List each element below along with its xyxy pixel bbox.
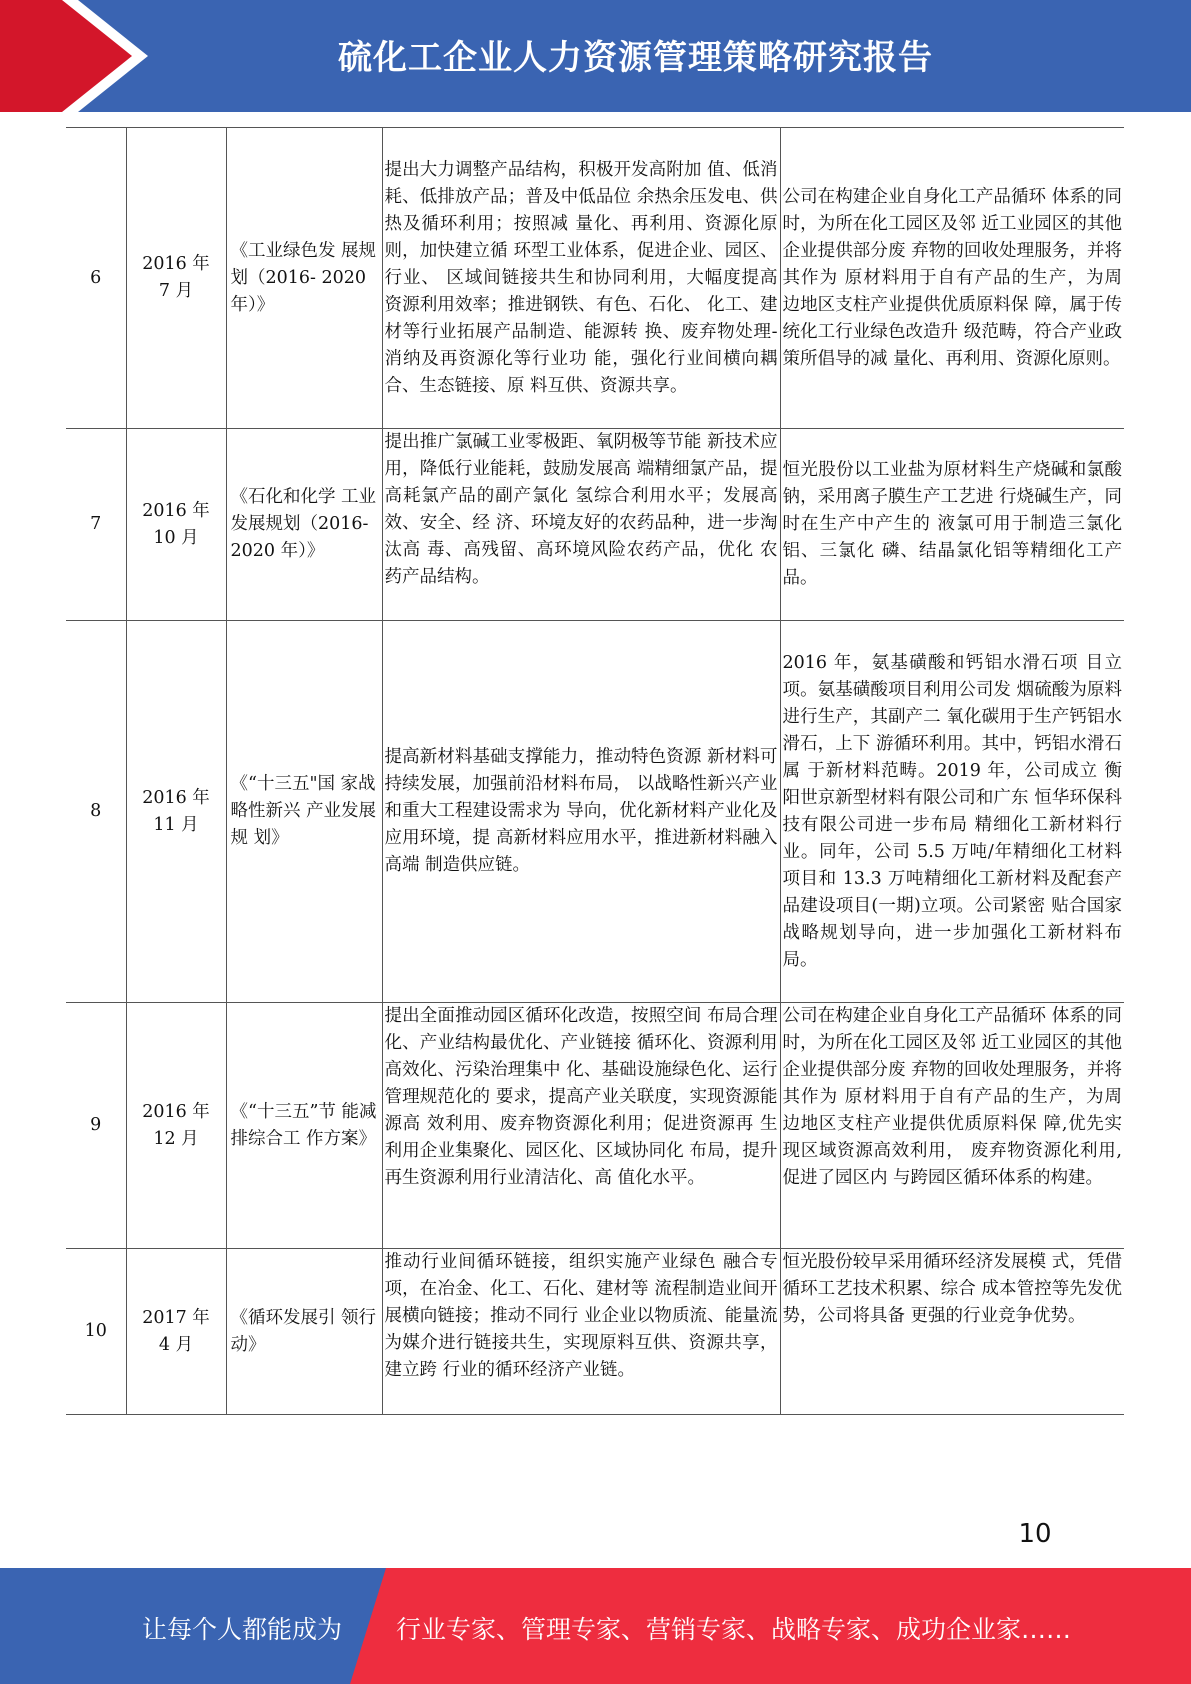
footer-slogan-right: 行业专家、管理专家、营销专家、战略专家、成功企业家……	[396, 1615, 1072, 1644]
company-fit: 恒光股份较早采用循环经济发展模 式，凭借循环工艺技术积累、综合 成本管控等先发优势，公司将具备 更强的行业竞争优势。	[780, 1249, 1124, 1415]
table-row	[66, 621, 1124, 1003]
plan-name: 《工业绿色发 展规划（2016- 2020年）》	[226, 128, 382, 429]
release-date	[126, 1003, 226, 1249]
plan-content: 提出推广氯碱工业零极距、氧阴极等节能 新技术应用，降低行业能耗，鼓励发展高 端精细氯产品，提高耗氯产品的副产氯化 氢综合利用水平；发展高效、安全、经 济、环境友好的农药品种，进一步淘汰高 毒、高残留、高环境风险农药产品，优化 农药产品结构。	[382, 429, 780, 621]
date-year: 2016 年	[142, 500, 210, 521]
date-year: 2016 年	[142, 254, 210, 274]
row-number: 8	[66, 621, 126, 1003]
row-number: 9	[66, 1003, 126, 1249]
plan-name: 《“十三五"国 家战略性新兴 产业发展规 划》	[226, 621, 382, 1003]
row-number: 10	[66, 1249, 126, 1415]
company-fit: 2016 年，氨基磺酸和钙铝水滑石项 目立项。氨基磺酸项目利用公司发 烟硫酸为原料进行生产，其副产二 氧化碳用于生产钙铝水滑石，上下 游循环利用。其中，钙铝水滑石属 于新材料范畴。2019 年，公司成立 衡阳世京新型材料有限公司和广东 恒华环保科技有限公司进一步布局 精细化工新材料行业。同年，公司 5.5 万吨/年精细化工材料项目和 13.3 万吨精细化工新材料及配套产 品建设项目(一期)立项。公司紧密 贴合国家战略规划导向，进一步加强化工新材料布局。	[780, 621, 1124, 1003]
date-month: 10 月	[153, 527, 199, 548]
plan-name: 《石化和化学 工业发展规划（2016-2020 年）》	[226, 429, 382, 621]
date-month: 4 月	[158, 1334, 194, 1355]
date-month: 12 月	[153, 1128, 199, 1149]
company-fit: 公司在构建企业自身化工产品循环 体系的同时，为所在化工园区及邻 近工业园区的其他企业提供部分废 弃物的回收处理服务，并将其作为 原材料用于自有产品的生产，为周 边地区支柱产业提供优质原料保 障,优先实现区域资源高效利用， 废弃物资源化利用,促进了园区内 与跨园区循环体系的构建。	[780, 1003, 1124, 1249]
date-month: 7 月	[158, 281, 194, 301]
row-number: 7	[66, 429, 126, 621]
date-year: 2016 年	[142, 1101, 210, 1122]
page-footer	[0, 1568, 1191, 1684]
plan-content: 提出大力调整产品结构，积极开发高附加 值、低消耗、低排放产品；普及中低品位 余热余压发电、供热及循环利用；按照减 量化、再利用、资源化原则，加快建立循 环型工业体系，促进企业、园区、行业、 区域间链接共生和协同利用，大幅度提高 资源利用效率；推进钢铁、有色、石化、 化工、建材等行业拓展产品制造、能源转 换、废弃物处理-消纳及再资源化等行业功 能，强化行业间横向耦合、生态链接、原 料互供、资源共享。	[382, 128, 780, 429]
table-row	[66, 429, 1124, 621]
company-fit: 恒光股份以工业盐为原材料生产烧碱和氯酸钠，采用离子膜生产工艺进 行烧碱生产，同时在生产中产生的 液氯可用于制造三氯化铝、三氯化 磷、结晶氯化铝等精细化工产品。	[780, 429, 1124, 621]
plan-name: 《循环发展引 领行动》	[226, 1249, 382, 1415]
date-year: 2017 年	[142, 1307, 210, 1328]
release-date	[126, 429, 226, 621]
date-year: 2016 年	[142, 787, 210, 808]
plan-content: 提出全面推动园区循环化改造，按照空间 布局合理化、产业结构最优化、产业链接 循环化、资源利用高效化、污染治理集中 化、基础设施绿色化、运行管理规范化的 要求，提高产业关联度，实现资源能源高 效利用、废弃物资源化利用；促进资源再 生利用企业集聚化、园区化、区域协同化 布局，提升再生资源利用行业清洁化、高 值化水平。	[382, 1003, 780, 1249]
report-title: 硫化工企业人力资源管理策略研究报告	[338, 38, 933, 78]
company-fit: 公司在构建企业自身化工产品循环 体系的同时，为所在化工园区及邻 近工业园区的其他企业提供部分废 弃物的回收处理服务，并将其作为 原材料用于自有产品的生产，为周 边地区支柱产业提供优质原料保 障，属于传统化工行业绿色改造升 级范畴，符合产业政策所倡导的减 量化、再利用、资源化原则。	[780, 128, 1124, 429]
table-row	[66, 1003, 1124, 1249]
release-date	[126, 621, 226, 1003]
release-date	[126, 1249, 226, 1415]
table-row	[66, 128, 1124, 429]
plan-content: 提高新材料基础支撑能力，推动特色资源 新材料可持续发展，加强前沿材料布局， 以战略性新兴产业和重大工程建设需求为 导向，优化新材料产业化及应用环境，提 高新材料应用水平，推进新材料融入高端 制造供应链。	[382, 621, 780, 1003]
page-header	[0, 0, 1191, 112]
plan-content: 推动行业间循环链接，组织实施产业绿色 融合专项，在冶金、化工、石化、建材等 流程制造业间开展横向链接；推动不同行 业企业以物质流、能量流为媒介进行链接共生，实现原料互供、资源共享，建立跨 行业的循环经济产业链。	[382, 1249, 780, 1415]
date-month: 11 月	[153, 814, 199, 835]
footer-slogan-left: 让每个人都能成为	[142, 1615, 343, 1644]
plan-name: 《“十三五”节 能减排综合工 作方案》	[226, 1003, 382, 1249]
release-date	[126, 128, 226, 429]
policy-table	[66, 127, 1124, 1415]
row-number: 6	[66, 128, 126, 429]
page-number: 10	[1018, 1519, 1052, 1549]
table-row	[66, 1249, 1124, 1415]
